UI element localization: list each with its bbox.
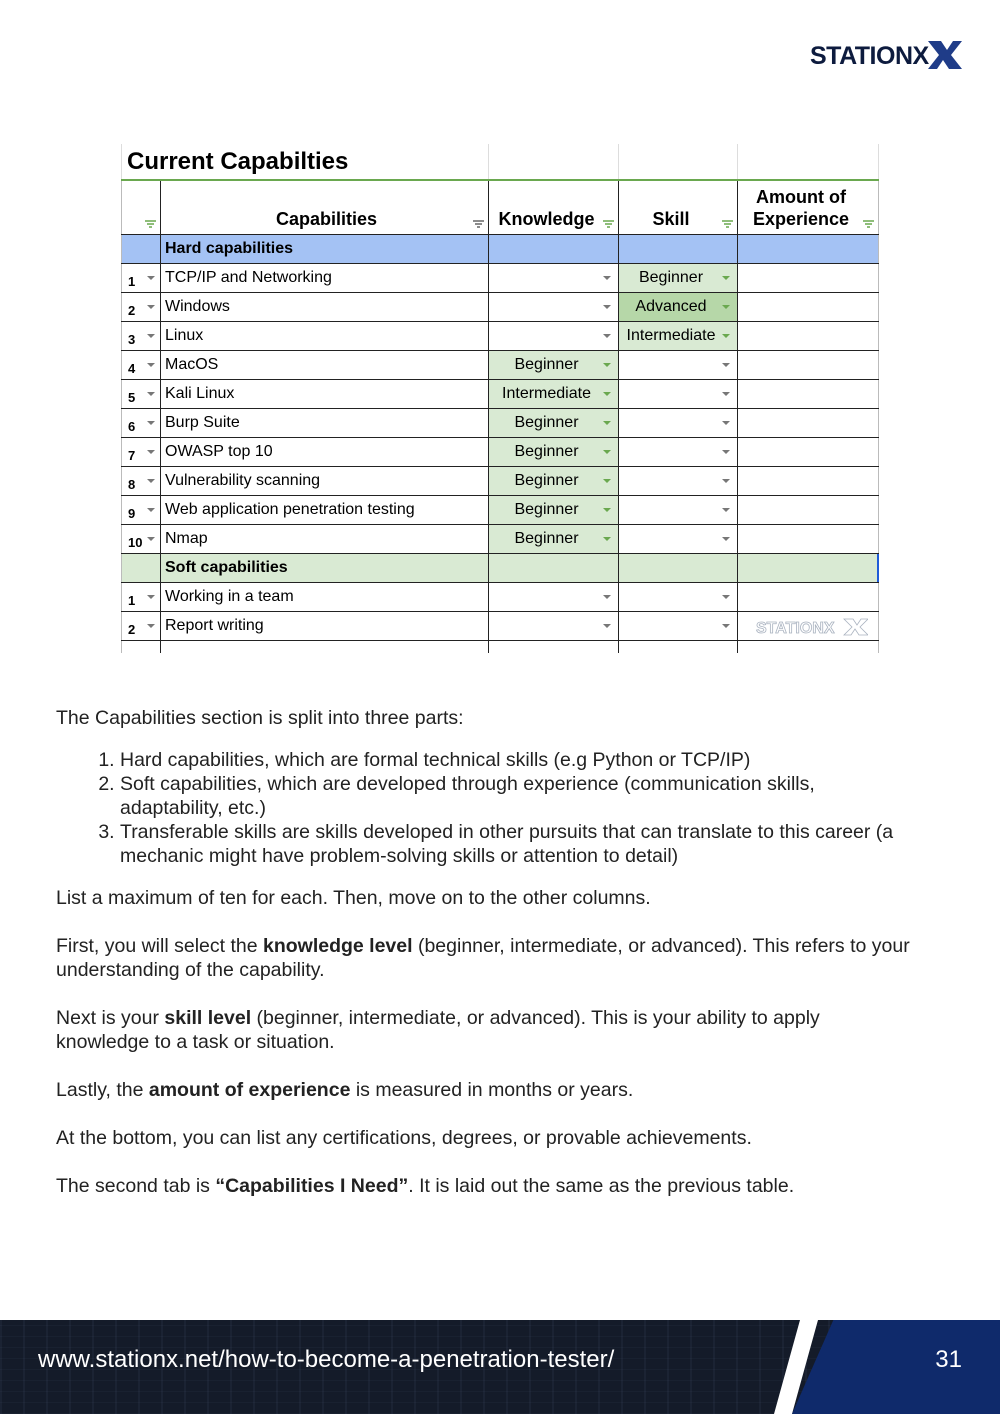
chevron-down-icon[interactable] bbox=[722, 276, 730, 280]
number-header bbox=[121, 181, 161, 234]
soft-rows bbox=[121, 583, 879, 641]
experience-cell[interactable] bbox=[738, 438, 879, 466]
chevron-down-icon[interactable] bbox=[603, 392, 611, 396]
experience-cell[interactable] bbox=[738, 583, 879, 611]
chevron-down-icon[interactable] bbox=[603, 276, 611, 280]
capability-name[interactable]: Burp Suite bbox=[161, 409, 489, 437]
chevron-down-icon[interactable] bbox=[722, 508, 730, 512]
skill-dropdown[interactable] bbox=[619, 409, 738, 437]
row-number[interactable]: 6 bbox=[121, 409, 161, 437]
paragraph-skill: Next is your skill level (beginner, intermediate, or advanced). This is your ability to apply knowledge to a task or situation. bbox=[56, 1007, 820, 1053]
experience-cell[interactable] bbox=[738, 496, 879, 524]
knowledge-dropdown[interactable] bbox=[489, 612, 619, 640]
row-number[interactable]: 2 bbox=[121, 612, 161, 640]
page-footer bbox=[0, 1320, 1000, 1414]
chevron-down-icon[interactable] bbox=[147, 363, 155, 367]
skill-dropdown[interactable]: Advanced bbox=[619, 293, 738, 321]
chevron-down-icon[interactable] bbox=[147, 595, 155, 599]
skill-dropdown[interactable]: Beginner bbox=[619, 264, 738, 292]
chevron-down-icon[interactable] bbox=[147, 624, 155, 628]
experience-cell[interactable] bbox=[738, 264, 879, 292]
filter-icon[interactable] bbox=[863, 220, 874, 228]
chevron-down-icon[interactable] bbox=[603, 305, 611, 309]
skill-dropdown[interactable] bbox=[619, 612, 738, 640]
row-number[interactable]: 3 bbox=[121, 322, 161, 350]
knowledge-dropdown[interactable]: Beginner bbox=[489, 525, 619, 553]
chevron-down-icon[interactable] bbox=[603, 479, 611, 483]
table-row bbox=[121, 438, 879, 467]
hard-section-label: Hard capabilities bbox=[161, 235, 489, 263]
row-number[interactable]: 8 bbox=[121, 467, 161, 495]
skill-dropdown[interactable] bbox=[619, 438, 738, 466]
chevron-down-icon[interactable] bbox=[147, 508, 155, 512]
experience-cell[interactable] bbox=[738, 409, 879, 437]
soft-section-label: Soft capabilities bbox=[161, 554, 489, 582]
knowledge-dropdown[interactable]: Beginner bbox=[489, 467, 619, 495]
knowledge-dropdown[interactable] bbox=[489, 264, 619, 292]
chevron-down-icon[interactable] bbox=[603, 450, 611, 454]
experience-cell[interactable] bbox=[738, 293, 879, 321]
row-number[interactable]: 4 bbox=[121, 351, 161, 379]
experience-cell[interactable] bbox=[738, 351, 879, 379]
capability-name[interactable]: MacOS bbox=[161, 351, 489, 379]
knowledge-dropdown[interactable] bbox=[489, 322, 619, 350]
chevron-down-icon[interactable] bbox=[603, 624, 611, 628]
filter-icon[interactable] bbox=[603, 220, 614, 228]
table-row bbox=[121, 322, 879, 351]
sheet-title-row bbox=[121, 144, 879, 181]
capability-name[interactable]: Linux bbox=[161, 322, 489, 350]
chevron-down-icon[interactable] bbox=[147, 537, 155, 541]
paragraph-experience: Lastly, the amount of experience is measured in months or years. bbox=[56, 1079, 634, 1101]
capabilities-spreadsheet bbox=[121, 144, 879, 653]
row-number[interactable]: 2 bbox=[121, 293, 161, 321]
table-row bbox=[121, 496, 879, 525]
experience-cell[interactable] bbox=[738, 612, 879, 640]
chevron-down-icon[interactable] bbox=[147, 421, 155, 425]
chevron-down-icon[interactable] bbox=[603, 537, 611, 541]
svg-text:STATIONX: STATIONX bbox=[756, 620, 835, 637]
knowledge-dropdown[interactable]: Beginner bbox=[489, 351, 619, 379]
body-text bbox=[56, 706, 916, 1198]
empty-tail-row bbox=[121, 641, 879, 653]
row-number[interactable]: 5 bbox=[121, 380, 161, 408]
knowledge-dropdown[interactable]: Beginner bbox=[489, 438, 619, 466]
list-item: 1. Hard capabilities, which are formal technical skills (e.g Python or TCP/IP) bbox=[120, 748, 916, 772]
chevron-down-icon[interactable] bbox=[722, 479, 730, 483]
skill-header: Skill bbox=[619, 181, 738, 234]
row-number[interactable]: 9 bbox=[121, 496, 161, 524]
paragraph-max-ten: List a maximum of ten for each. Then, move on to the other columns. bbox=[56, 887, 651, 909]
experience-cell[interactable] bbox=[738, 322, 879, 350]
row-number[interactable]: 1 bbox=[121, 264, 161, 292]
table-row bbox=[121, 380, 879, 409]
table-row bbox=[121, 351, 879, 380]
chevron-down-icon[interactable] bbox=[722, 305, 730, 309]
hard-rows bbox=[121, 264, 879, 554]
soft-section-row bbox=[121, 554, 879, 583]
experience-cell[interactable] bbox=[738, 380, 879, 408]
chevron-down-icon[interactable] bbox=[722, 421, 730, 425]
intro-paragraph: The Capabilities section is split into three parts: bbox=[56, 707, 464, 729]
experience-header: Amount of Experience bbox=[738, 181, 879, 234]
filter-icon[interactable] bbox=[722, 220, 733, 228]
list-item: 3. Transferable skills are skills developed in other pursuits that can translate to this career (a mechanic might have problem-solving skills or attention to detail) bbox=[120, 820, 916, 868]
capability-name[interactable]: Report writing bbox=[161, 612, 489, 640]
table-row bbox=[121, 264, 879, 293]
chevron-down-icon[interactable] bbox=[722, 595, 730, 599]
table-row bbox=[121, 409, 879, 438]
logo-wordmark: STATIONX bbox=[810, 42, 929, 70]
table-row bbox=[121, 293, 879, 322]
logo-x-mark bbox=[928, 41, 962, 69]
knowledge-dropdown[interactable] bbox=[489, 583, 619, 611]
skill-dropdown[interactable] bbox=[619, 467, 738, 495]
list-item: 2. Soft capabilities, which are developed through experience (communication skills, adaptability, etc.) bbox=[120, 772, 916, 820]
table-row bbox=[121, 583, 879, 612]
filter-icon[interactable] bbox=[473, 220, 484, 228]
capability-name[interactable]: TCP/IP and Networking bbox=[161, 264, 489, 292]
chevron-down-icon[interactable] bbox=[147, 392, 155, 396]
chevron-down-icon[interactable] bbox=[722, 537, 730, 541]
knowledge-dropdown[interactable]: Beginner bbox=[489, 409, 619, 437]
skill-dropdown[interactable] bbox=[619, 583, 738, 611]
knowledge-header: Knowledge bbox=[489, 181, 619, 234]
capability-name[interactable]: Vulnerability scanning bbox=[161, 467, 489, 495]
stationx-logo bbox=[810, 38, 962, 72]
table-row bbox=[121, 467, 879, 496]
chevron-down-icon[interactable] bbox=[603, 334, 611, 338]
paragraph-certifications: At the bottom, you can list any certifications, degrees, or provable achievements. bbox=[56, 1127, 752, 1149]
chevron-down-icon[interactable] bbox=[147, 334, 155, 338]
capability-name[interactable]: Working in a team bbox=[161, 583, 489, 611]
chevron-down-icon[interactable] bbox=[147, 479, 155, 483]
chevron-down-icon[interactable] bbox=[147, 305, 155, 309]
footer-url-link[interactable]: www.stationx.net/how-to-become-a-penetration-tester/ bbox=[38, 1346, 615, 1373]
knowledge-dropdown[interactable]: Intermediate bbox=[489, 380, 619, 408]
chevron-down-icon[interactable] bbox=[603, 508, 611, 512]
chevron-down-icon[interactable] bbox=[603, 595, 611, 599]
capability-parts-list bbox=[56, 748, 916, 868]
chevron-down-icon[interactable] bbox=[147, 276, 155, 280]
page-number: 31 bbox=[935, 1346, 962, 1373]
sheet-title: Current Capabilties bbox=[121, 144, 489, 179]
chevron-down-icon[interactable] bbox=[722, 334, 730, 338]
table-row bbox=[121, 612, 879, 641]
header-row bbox=[121, 181, 879, 235]
capability-name[interactable]: Kali Linux bbox=[161, 380, 489, 408]
chevron-down-icon[interactable] bbox=[722, 624, 730, 628]
skill-dropdown[interactable]: Intermediate bbox=[619, 322, 738, 350]
chevron-down-icon[interactable] bbox=[722, 392, 730, 396]
skill-dropdown[interactable] bbox=[619, 380, 738, 408]
capability-name[interactable]: OWASP top 10 bbox=[161, 438, 489, 466]
experience-cell[interactable] bbox=[738, 467, 879, 495]
chevron-down-icon[interactable] bbox=[722, 363, 730, 367]
capabilities-header: Capabilities bbox=[161, 181, 489, 234]
skill-dropdown[interactable] bbox=[619, 351, 738, 379]
knowledge-dropdown[interactable]: Beginner bbox=[489, 496, 619, 524]
experience-cell[interactable] bbox=[738, 525, 879, 553]
row-number[interactable]: 10 bbox=[121, 525, 161, 553]
capability-name[interactable]: Nmap bbox=[161, 525, 489, 553]
chevron-down-icon[interactable] bbox=[603, 363, 611, 367]
knowledge-dropdown[interactable] bbox=[489, 293, 619, 321]
stationx-watermark bbox=[756, 617, 868, 637]
paragraph-knowledge: First, you will select the knowledge level (beginner, intermediate, or advanced). This refers to your understanding of the capability. bbox=[56, 935, 910, 981]
paragraph-second-tab: The second tab is “Capabilities I Need”. It is laid out the same as the previous table. bbox=[56, 1175, 795, 1197]
chevron-down-icon[interactable] bbox=[147, 450, 155, 454]
row-number[interactable]: 1 bbox=[121, 583, 161, 611]
row-number[interactable]: 7 bbox=[121, 438, 161, 466]
hard-section-row bbox=[121, 235, 879, 264]
filter-icon[interactable] bbox=[145, 220, 156, 228]
capability-name[interactable]: Windows bbox=[161, 293, 489, 321]
chevron-down-icon[interactable] bbox=[603, 421, 611, 425]
skill-dropdown[interactable] bbox=[619, 525, 738, 553]
chevron-down-icon[interactable] bbox=[722, 450, 730, 454]
table-row bbox=[121, 525, 879, 554]
skill-dropdown[interactable] bbox=[619, 496, 738, 524]
capability-name[interactable]: Web application penetration testing bbox=[161, 496, 489, 524]
